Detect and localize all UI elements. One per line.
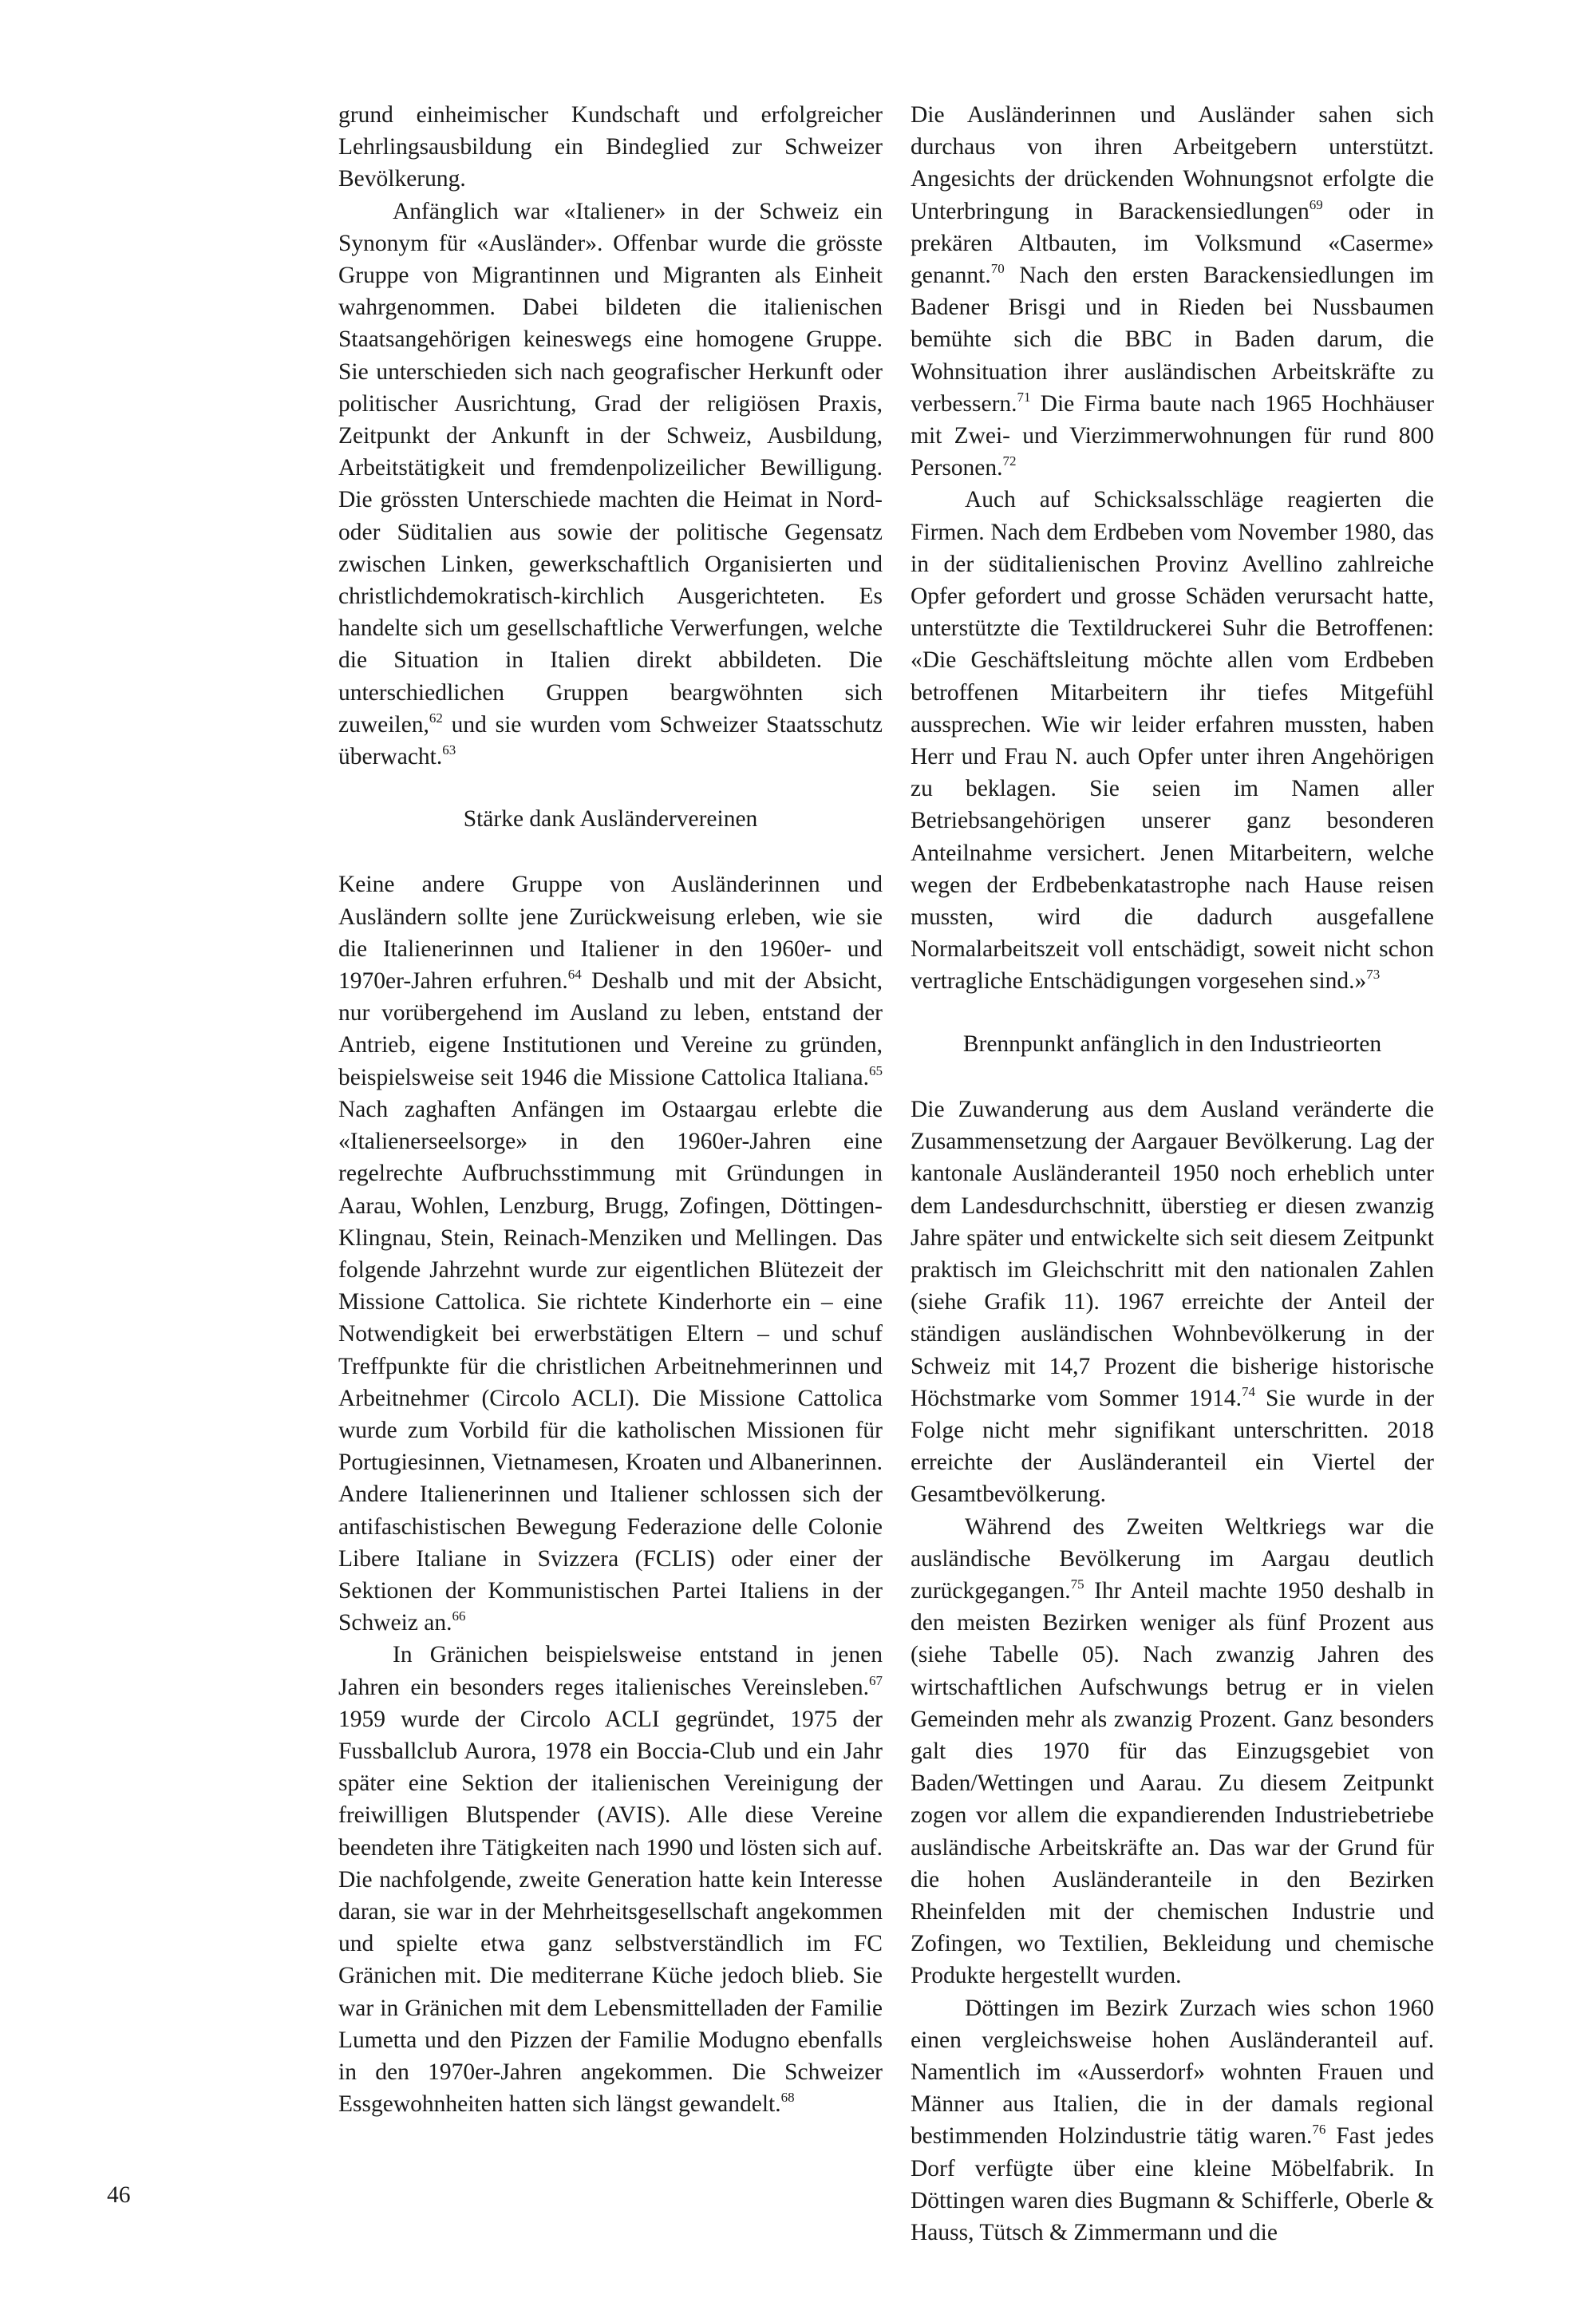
paragraph-text: Die Firma baute nach 1965 Hochhäuser mit Zwei- und Vierzimmerwohnungen für rund 800 Personen. — [911, 390, 1434, 481]
paragraph-text: Deshalb und mit der Absicht, nur vorübergehend im Ausland zu leben, entstand der Antrieb, eigene Institutionen und Vereine zu gründen, beispielsweise seit 1946 die Missione Cattolica Italiana. — [338, 968, 883, 1090]
paragraph-text: Nach den ersten Barackensiedlungen im Badener Brisgi und in Rieden bei Nussbaumen bemühte sich die BBC in Baden darum, die Wohnsituation ihrer ausländischen Arbeitskräfte zu verbessern. — [911, 263, 1434, 417]
paragraph-associations — [338, 868, 883, 1639]
footnote-ref[interactable]: 68 — [780, 2090, 795, 2106]
footnote-ref[interactable]: 62 — [429, 710, 443, 726]
paragraph-districts — [911, 1511, 1434, 1992]
paragraph-text: oder in prekären Altbauten, im Volksmund «Caserme» genannt. — [911, 198, 1434, 289]
paragraph-graenichen — [338, 1639, 883, 2120]
paragraph-text: Nach zaghaften Anfängen im Ostaargau erlebte die «Italienerseelsorge» in den 1960er-Jahren eine regelrechte Aufbruchsstimmung mit Gründungen in Aarau, Wohlen, Lenzburg, Brugg, Zofingen, Döttingen-Klingnau, Stein, Reinach-Menziken und Mellingen. Das folgende Jahrzehnt wurde zur eigentlichen Blütezeit der Missione Cattolica. Sie richtete Kinderhorte ein – eine Notwendigkeit bei erwerbstätigen Eltern – und schuf Treffpunkte für die christlichen Arbeitnehmerinnen und Arbeitnehmer (Circolo ACLI). Die Missione Cattolica wurde zum Vorbild für die katholischen Missionen für Portugiesinnen, Vietnamesen, Kroaten und Albanerinnen. Andere Italienerinnen und Italiener schlossen sich der antifaschistischen Bewegung Federazione delle Colonie Libere Italiane in Svizzera (FCLIS) oder einer der Sektionen der Kommunistischen Partei Italiens in der Schweiz an. — [338, 1096, 883, 1636]
footnote-ref[interactable]: 70 — [990, 261, 1005, 277]
footnote-ref[interactable]: 72 — [1002, 453, 1017, 469]
paragraph-text: grund einheimischer Kundschaft und erfolgreicher Lehrlingsausbildung ein Bindeglied zur Schweizer Bevölkerung. — [338, 102, 883, 192]
paragraph-text: Ihr Anteil machte 1950 deshalb in den meisten Bezirken weniger als fünf Prozent aus (siehe Tabelle 05). Nach zwanzig Jahren des wirtschaftlichen Aufschwungs betrug er in vielen Gemeinden mehr als zwanzig Prozent. Ganz besonders galt dies 1970 für das Einzugsgebiet von Baden/Wettingen und Aarau. Zu diesem Zeitpunkt zogen vor allem die expandierenden Industriebetriebe ausländische Arbeitskräfte an. Das war der Grund für die hohen Ausländeranteile in den Bezirken Rheinfelden mit der chemischen Industrie und Zofingen, wo Textilien, Bekleidung und chemische Produkte hergestellt wurden. — [911, 1577, 1434, 1989]
footnote-ref[interactable]: 63 — [442, 742, 456, 758]
footnote-ref[interactable]: 66 — [452, 1608, 466, 1624]
left-text-column — [338, 99, 883, 2120]
right-text-column — [911, 99, 1434, 2249]
paragraph-text: Während des Zweiten Weltkriegs war die ausländische Bevölkerung im Aargau deutlich zurückgegangen. — [911, 1513, 1434, 1604]
paragraph-text: Die Ausländerinnen und Ausländer sahen sich durchaus von ihren Arbeitgebern unterstützt. Angesichts der drückenden Wohnungsnot erfolgte die Unterbringung in Barackensiedlungen — [911, 102, 1434, 224]
paragraph-text: Döttingen im Bezirk Zurzach wies schon 1960 einen vergleichsweise hohen Ausländeranteil auf. Namentlich im «Ausserdorf» wohnten Frauen und Männer aus Italien, die in der damals regional bestimmenden Holzindustrie tätig waren. — [911, 1995, 1434, 2150]
paragraph-text: 1959 wurde der Circolo ACLI gegründet, 1975 der Fussballclub Aurora, 1978 ein Boccia-Club und ein Jahr später eine Sektion der italienischen Vereinigung der freiwilligen Blutspender (AVIS). Alle diese Vereine beendeten ihre Tätigkeiten nach 1990 und lösten sich auf. Die nachfolgende, zweite Generation hatte kein Interesse daran, sie war in der Mehrheitsgesellschaft angekommen und spielte etwa ganz selbstverständlich im FC Gränichen mit. Die mediterrane Küche jedoch blieb. Sie war in Gränichen mit dem Lebensmittelladen der Familie Lumetta und den Pizzen der Familie Modugno ebenfalls in den 1970er-Jahren angekommen. Die Schweizer Essgewohnheiten hatten sich längst gewandelt. — [338, 1706, 883, 2118]
paragraph-text: und sie wurden vom Schweizer Staatsschutz überwacht. — [338, 711, 883, 770]
section-heading: Stärke dank Ausländervereinen — [463, 806, 758, 833]
footnote-ref[interactable]: 64 — [567, 967, 582, 983]
paragraph-text: In Gränichen beispielsweise entstand in jenen Jahren ein besonders reges italienisches Vereinsleben. — [338, 1642, 883, 1700]
paragraph-text: Fast jedes Dorf verfügte über eine kleine Möbelfabrik. In Döttingen waren dies Bugmann & Schifferle, Oberle & Hauss, Tütsch & Zimmermann und die — [911, 2123, 1434, 2245]
paragraph-text: Keine andere Gruppe von Ausländerinnen und Ausländern sollte jene Zurückweisung erleben, wie sie die Italienerinnen und Italiener in den 1960er- und 1970er-Jahren erfuhren. — [338, 872, 883, 995]
footnote-ref[interactable]: 74 — [1242, 1383, 1256, 1399]
footnote-ref[interactable]: 69 — [1309, 196, 1323, 212]
paragraph-text: Anfänglich war «Italiener» in der Schweiz ein Synonym für «Ausländer». Offenbar wurde die grösste Gruppe von Migrantinnen und Migranten als Einheit wahrgenommen. Dabei bildeten die italienischen Staatsangehörigen keineswegs eine homogene Gruppe. Sie unterschieden sich nach geografischer Herkunft oder politischer Ausrichtung, Grad der religiösen Praxis, Zeitpunkt der Ankunft in der Schweiz, Ausbildung, Arbeitstätigkeit und fremdenpolizeilicher Bewilligung. Die grössten Unterschiede machten die Heimat in Nord- oder Süditalien aus sowie der politische Gegensatz zwischen Linken, gewerkschaftlich Organisierten und christlichdemokratisch-kirchlich Ausgerichteten. Es handelte sich um gesellschaftliche Verwerfungen, welche die Situation in Italien direkt abbildeten. Die unterschiedlichen Gruppen beargwöhnten sich zuweilen, — [338, 198, 883, 738]
paragraph-doettingen — [911, 1992, 1434, 2249]
paragraph-text: Auch auf Schicksalsschläge reagierten die Firmen. Nach dem Erdbeben vom November 1980, das in der süditalienischen Provinz Avellino zahlreiche Opfer gefordert und grosse Schäden verursacht hatte, unterstützte die Textildruckerei Suhr die Betroffenen: «Die Geschäftsleitung möchte allen vom Erdbeben betroffenen Mitarbeitern ihr tiefes Mitgefühl aussprechen. Wie wir leider erfahren mussten, haben Herr und Frau N. auch Opfer unter ihren Angehörigen zu beklagen. Sie seien im Namen aller Betriebsangehörigen unserer ganz besonderen Anteilnahme versichert. Jenen Mitarbeitern, welche wegen der Erdbebenkatastrophe nach Hause reisen mussten, wird die dadurch ausgefallene Normalarbeitszeit voll entschädigt, soweit nicht schon vertragliche Entschädigungen vorgesehen sind.» — [911, 487, 1434, 995]
section-heading: Brennpunkt anfänglich in den Industrieorten — [962, 1030, 1382, 1057]
footnote-ref[interactable]: 75 — [1070, 1576, 1084, 1592]
paragraph-housing — [911, 99, 1434, 484]
paragraph-italian-diversity — [338, 196, 883, 773]
footnote-ref[interactable]: 76 — [1312, 2122, 1326, 2138]
footnote-ref[interactable]: 67 — [869, 1672, 883, 1688]
footnote-ref[interactable]: 73 — [1366, 967, 1381, 983]
paragraph-earthquake — [911, 484, 1434, 997]
paragraph-text: Die Zuwanderung aus dem Ausland veränderte die Zusammensetzung der Aargauer Bevölkerung. Lag der kantonale Ausländeranteil 1950 noch erheblich unter dem Landesdurchschnitt, überstieg er diesen zwanzig Jahre später und entwickelte sich seit diesem Zeitpunkt praktisch im Gleichschritt mit den nationalen Zahlen (siehe Grafik 11). 1967 erreichte der Anteil der ständigen ausländischen Wohnbevölkerung in der Schweiz mit 14,7 Prozent die bisherige historische Höchstmarke vom Sommer 1914. — [911, 1096, 1434, 1411]
paragraph-text: Sie wurde in der Folge nicht mehr signifikant unterschritten. 2018 erreichte der Ausländeranteil ein Viertel der Gesamtbevölkerung. — [911, 1385, 1434, 1508]
footnote-ref[interactable]: 65 — [869, 1062, 883, 1078]
footnote-ref[interactable]: 71 — [1017, 389, 1031, 405]
paragraph-immigration-share — [911, 1094, 1434, 1511]
paragraph-continuation — [338, 99, 883, 196]
page-number: 46 — [107, 2182, 131, 2208]
